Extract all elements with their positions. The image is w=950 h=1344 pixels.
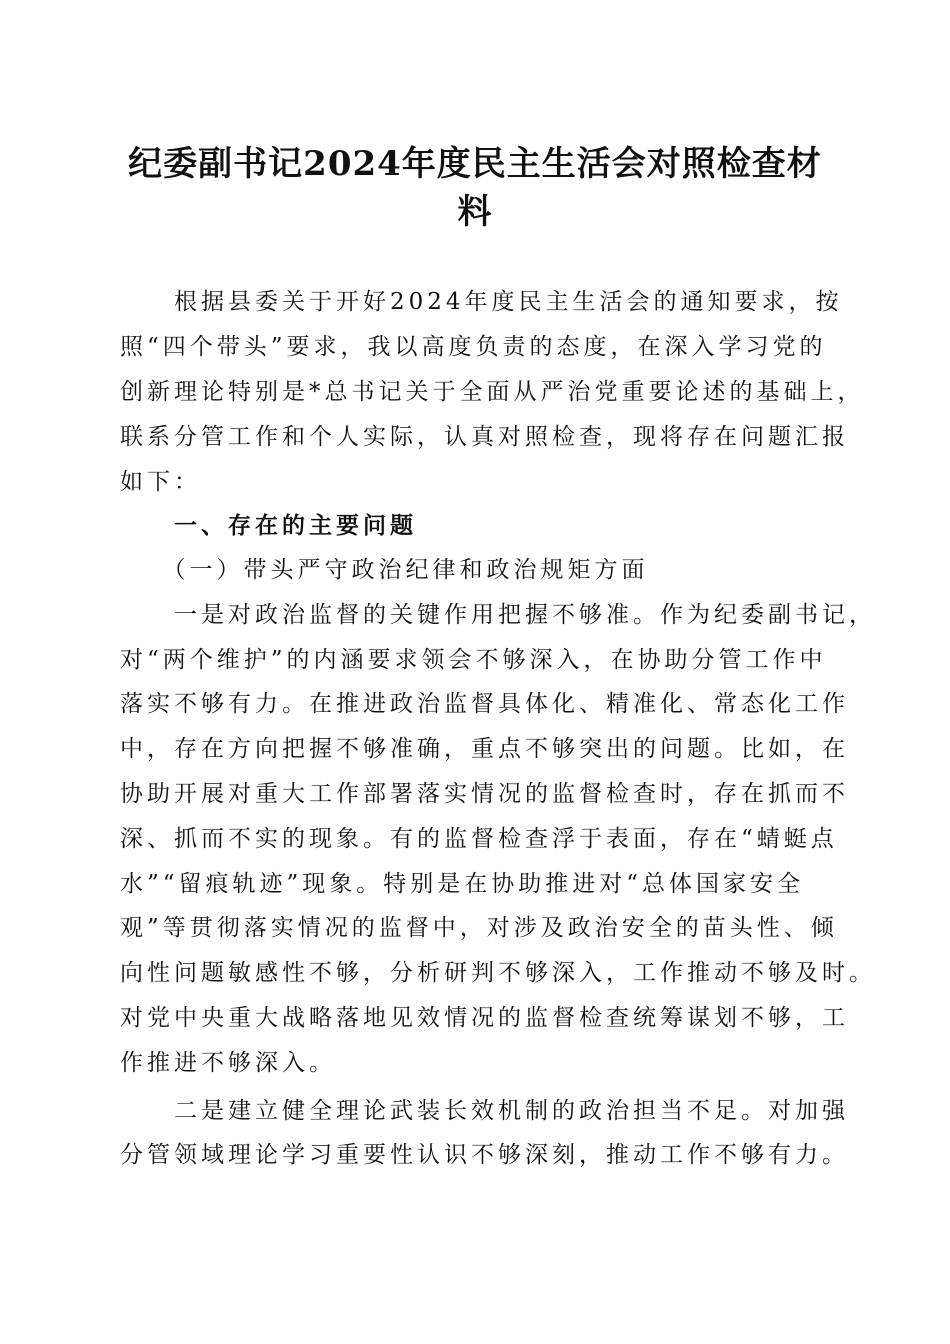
paragraph-line: 向性问题敏感性不够，分析研判不够深入，工作推动不够及时。 (120, 960, 876, 986)
paragraph-line: 深、抓而不实的现象。有的监督检查浮于表面，存在“蜻蜓点 (120, 826, 838, 852)
intro-line: 联系分管工作和个人实际，认真对照检查，现将存在问题汇报 (120, 424, 849, 450)
paragraph-line: 落实不够有力。在推进政治监督具体化、精准化、常态化工作 (120, 691, 849, 717)
paragraph-line: 水”“留痕轨迹”现象。特别是在协助推进对“总体国家安全 (120, 871, 805, 897)
section-heading: 一、存在的主要问题 (120, 512, 417, 539)
paragraph-line: 一是对政治监督的关键作用把握不够准。作为纪委副书记， (120, 602, 876, 628)
intro-line: 照“四个带头”要求，我以高度负责的态度，在深入学习党的 (120, 334, 827, 360)
paragraph-line: 协助开展对重大工作部署落实情况的监督检查时，存在抓而不 (120, 781, 849, 807)
paragraph-line: 中，存在方向把握不够准确，重点不够突出的问题。比如，在 (120, 736, 849, 762)
paragraph-line: 作推进不够深入。 (120, 1050, 336, 1076)
paragraph-line: 对“两个维护”的内涵要求领会不够深入，在协助分管工作中 (120, 647, 827, 673)
paragraph-line: 二是建立健全理论武装长效机制的政治担当不足。对加强 (120, 1098, 849, 1124)
paragraph-line: 观”等贯彻落实情况的监督中，对涉及政治安全的苗头性、倾 (120, 915, 838, 941)
intro-line: 根据县委关于开好2024年度民主生活会的通知要求，按 (120, 289, 843, 315)
document-title-line-2: 料 (457, 192, 493, 232)
subsection-heading: （一）带头严守政治纪律和政治规矩方面 (120, 557, 649, 583)
intro-line: 如下： (120, 469, 201, 495)
paragraph-line: 对党中央重大战略落地见效情况的监督检查统筹谋划不够，工 (120, 1005, 849, 1031)
document-title-line-1: 纪委副书记2024年度民主生活会对照检查材 (128, 144, 822, 184)
paragraph-line: 分管领域理论学习重要性认识不够深刻，推动工作不够有力。 (120, 1142, 849, 1168)
intro-line: 创新理论特别是*总书记关于全面从严治党重要论述的基础上， (120, 379, 865, 405)
